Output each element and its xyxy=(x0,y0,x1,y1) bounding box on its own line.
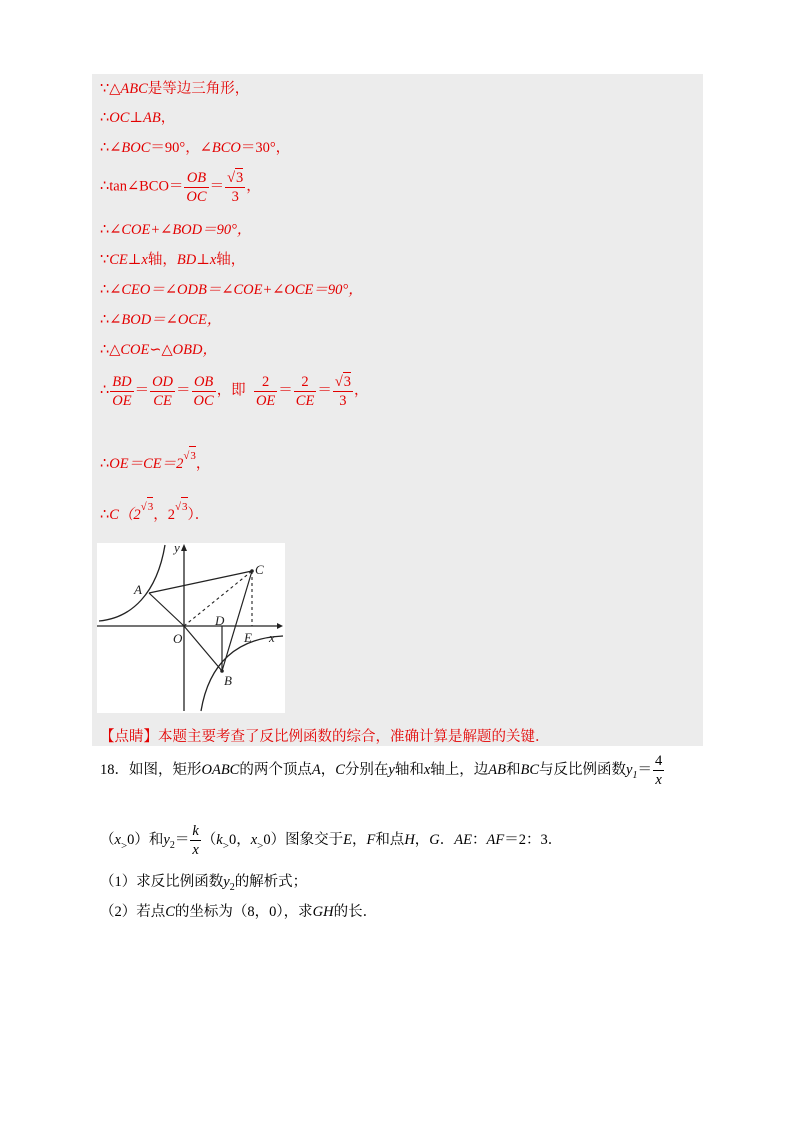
label-y: y xyxy=(174,543,180,555)
solution-line-10: ∴ $\frac{BD}{OE}$ ＝ $\frac{OD}{CE}$ ＝ $\frac{OB}{OC}$ ，即 $\frac{2}{OE}$ ＝ $\frac{2}{CE}$ ＝ $\frac{√3}{3}$ ， xyxy=(100,373,369,409)
label-A: A xyxy=(134,582,142,597)
label-B: B xyxy=(224,673,232,688)
label-x: x xyxy=(269,630,275,645)
figure-svg xyxy=(97,543,285,713)
hyperbola-branch-right xyxy=(201,636,283,711)
problem-line-2: $(x_>0)$和$y_2=$ $\frac{k}{x}$ （$k_>0$，$x_>0$）图象交于E，F和点H，G．AE：AF＝2：3． xyxy=(100,823,563,858)
label-C: C xyxy=(255,562,264,577)
solution-line-1: ∵△ABC是等边三角形， xyxy=(100,81,250,97)
fraction: $\frac{2}{CE}$ xyxy=(295,373,315,409)
solution-line-11: $\therefore OE=CE=2^{√3}$， xyxy=(100,455,210,474)
segment-BC xyxy=(222,571,252,671)
y-axis-arrow xyxy=(181,544,187,551)
solution-line-2: ∴OC⊥AB， xyxy=(100,110,176,126)
fraction: $\frac{OB}{OC}$ xyxy=(186,169,207,205)
solution-line-5: ∴∠COE+∠BOD＝90°， xyxy=(100,222,252,238)
problem-question-1: （1）求反比例函数$y_2$的解析式； xyxy=(100,874,308,893)
fraction: $\frac{OD}{CE}$ xyxy=(152,373,174,409)
geometry-figure xyxy=(97,543,285,713)
problem-question-2: （2）若点C的坐标为（8，0），求GH的长． xyxy=(100,904,378,920)
fraction: $\frac{4}{x}$ xyxy=(654,753,663,788)
solution-line-8: ∴∠BOD＝∠OCE， xyxy=(100,312,222,328)
solution-line-9: ∴△COE∽△OBD， xyxy=(100,342,217,358)
label-D: D xyxy=(215,613,225,628)
fraction: $\frac{2}{OE}$ xyxy=(255,373,276,409)
hyperbola-branch-left xyxy=(99,545,165,621)
point-C-dot xyxy=(250,569,254,573)
solution-line-3: ∴∠BOC＝90°，∠BCO＝30°， xyxy=(100,140,291,156)
label-E: E xyxy=(244,630,252,645)
fraction: $\frac{OB}{OC}$ xyxy=(193,373,214,409)
fraction: $\frac{√3}{3}$ xyxy=(334,374,352,409)
solution-line-6: ∵CE⊥x轴，BD⊥x轴， xyxy=(100,252,246,268)
fraction: $\frac{√3}{3}$ xyxy=(227,170,244,205)
problem-line-1: 18．如图，矩形OABC的两个顶点A，C分别在y轴和x轴上，边AB和BC与反比例函数$y_1=$ $\frac{4}{x}$ xyxy=(100,753,663,788)
solution-line-12: $\therefore C(2^{√3}$，$2^{√3}$）． xyxy=(100,506,209,525)
solution-line-4: ∴tan∠BCO＝ $\frac{OB}{OC}$ ＝ $\frac{√3}{3}$ ， xyxy=(100,169,261,205)
label-O: O xyxy=(173,631,183,646)
x-axis-arrow xyxy=(277,623,283,629)
fraction: $\frac{k}{x}$ xyxy=(192,823,199,858)
segment-AC xyxy=(149,571,252,593)
fraction: $\frac{BD}{OE}$ xyxy=(112,373,132,409)
solution-line-7: ∴∠CEO＝∠ODB＝∠COE+∠OCE＝90°， xyxy=(100,282,363,298)
segment-OB xyxy=(184,626,222,671)
key-point-note: 【点睛】本题主要考查了反比例函数的综合，准确计算是解题的关键． xyxy=(100,729,550,745)
segment-AO xyxy=(149,593,184,626)
